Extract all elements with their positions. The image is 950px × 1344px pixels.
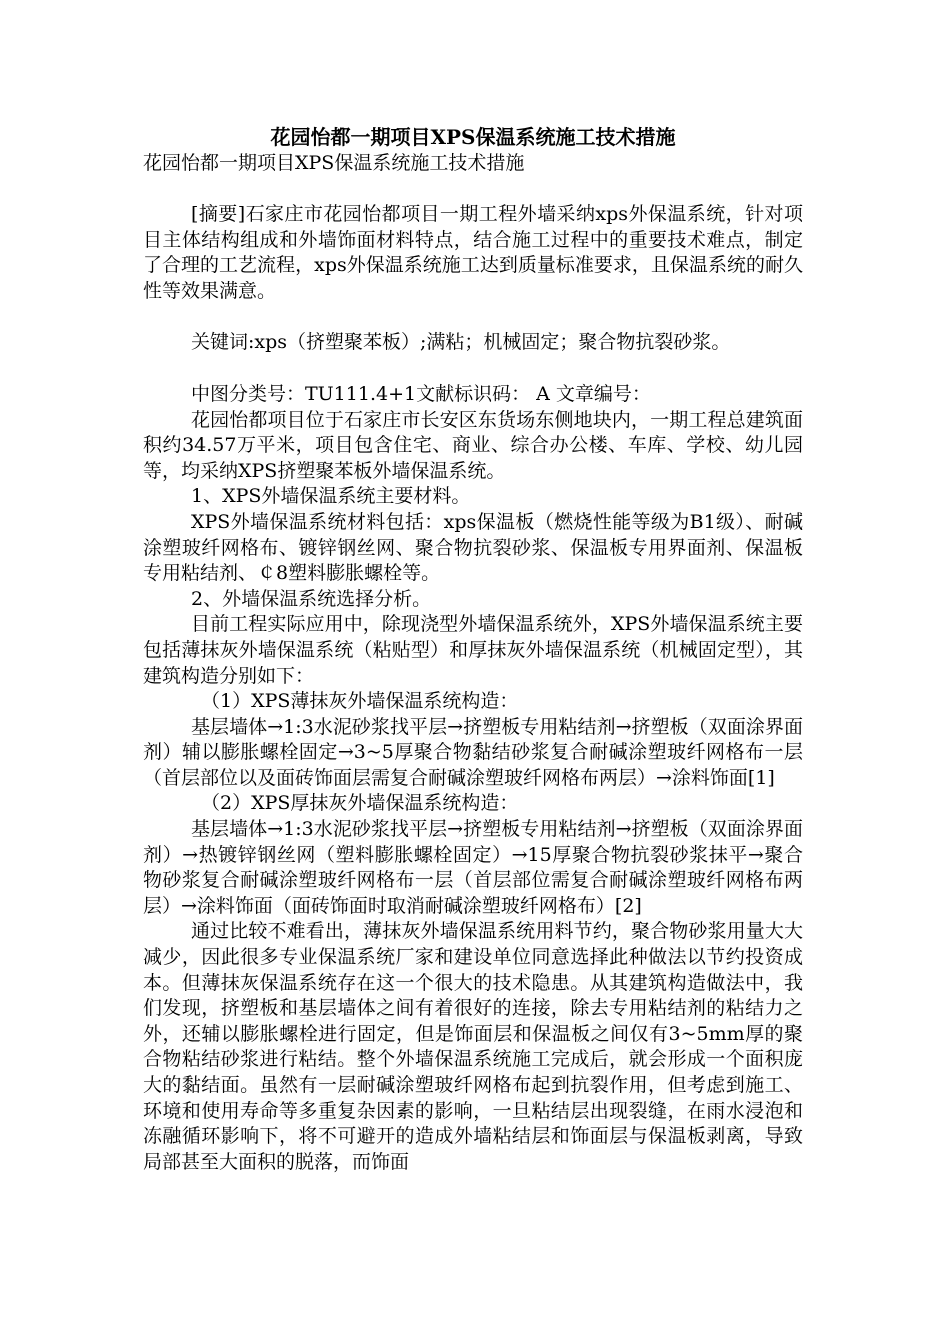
abstract-paragraph: [摘要]石家庄市花园怡都项目一期工程外墙采纳xps外保温系统，针对项目主体结构组成和外墙饰面材料特点，结合施工过程中的重要技术难点，制定了合理的工艺流程，xps外保温系统施工达到质量标准要求，且保温系统的耐久性等效果满意。 bbox=[143, 203, 803, 302]
spacer bbox=[143, 356, 823, 382]
subsection-1-heading: （1）XPS薄抹灰外墙保温系统构造： bbox=[201, 690, 519, 713]
analysis-paragraph: 通过比较不难看出，薄抹灰外墙保温系统用料节约，聚合物砂浆用量大大减少，因此很多专业保温系统厂家和建设单位同意选择此种做法以节约投资成本。但薄抹灰保温系统存在这一个很大的技术隐患。从其建筑构造做法中，我们发现，挤塑板和基层墙体之间有着很好的连接，除去专用粘结剂的粘结力之外，还辅以膨胀螺栓进行固定，但是饰面层和保温板之间仅有3~5mm厚的聚合物粘结砂浆进行粘结。整个外墙保温系统施工完成后，就会形成一个面积庞大的黏结面。虽然有一层耐碱涂塑玻纤网格布起到抗裂作用，但考虑到施工、环境和使用寿命等多重复杂因素的影响，一旦粘结层出现裂缝，在雨水浸泡和冻融循环影响下，将不可避开的造成外墙粘结层和饰面层与保温板剥离，导致局部甚至大面积的脱落，而饰面 bbox=[143, 920, 803, 1173]
intro-paragraph: 花园怡都项目位于石家庄市长安区东货场东侧地块内，一期工程总建筑面积约34.57万平米，项目包含住宅、商业、综合办公楼、车库、学校、幼儿园等，均采纳XPS挤塑聚苯板外墙保温系统。 bbox=[143, 408, 803, 482]
section-1-heading: 1、XPS外墙保温系统主要材料。 bbox=[191, 485, 471, 508]
subsection-2-heading: （2）XPS厚抹灰外墙保温系统构造： bbox=[201, 792, 519, 815]
spacer bbox=[143, 176, 823, 202]
document-subtitle: 花园怡都一期项目XPS保温系统施工技术措施 bbox=[143, 152, 525, 174]
section-1-paragraph: XPS外墙保温系统材料包括：xps保温板（燃烧性能等级为B1级）、耐碱涂塑玻纤网格布、镀锌钢丝网、聚合物抗裂砂浆、保温板专用界面剂、保温板专用粘结剂、￠8塑料膨胀螺栓等。 bbox=[143, 510, 803, 585]
document-content bbox=[143, 124, 823, 1175]
subsection-2-paragraph: 基层墙体→1:3水泥砂浆找平层→挤塑板专用粘结剂→挤塑板（双面涂界面剂）→热镀锌钢丝网（塑料膨胀螺栓固定）→15厚聚合物抗裂砂浆抹平→聚合物砂浆复合耐碱涂塑玻纤网格布一层（首层部位需复合耐碱涂塑玻纤网格布两层）→涂料饰面（面砖饰面时取消耐碱涂塑玻纤网格布）[2] bbox=[143, 818, 803, 917]
document-title: 花园怡都一期项目XPS保温系统施工技术措施 bbox=[270, 125, 676, 149]
spacer bbox=[143, 304, 823, 330]
subsection-1-paragraph: 基层墙体→1:3水泥砂浆找平层→挤塑板专用粘结剂→挤塑板（双面涂界面剂）辅以膨胀螺栓固定→3~5厚聚合物黏结砂浆复合耐碱涂塑玻纤网格布一层（首层部位以及面砖饰面层需复合耐碱涂塑玻纤网格布两层）→涂料饰面[1] bbox=[143, 715, 803, 789]
section-2-paragraph: 目前工程实际应用中，除现浇型外墙保温系统外，XPS外墙保温系统主要包括薄抹灰外墙保温系统（粘贴型）和厚抹灰外墙保温系统（机械固定型），其建筑构造分别如下： bbox=[143, 613, 803, 687]
section-2-heading: 2、外墙保温系统选择分析。 bbox=[191, 587, 432, 610]
keywords-line: 关键词:xps（挤塑聚苯板）;满粘；机械固定；聚合物抗裂砂浆。 bbox=[191, 331, 731, 354]
classification-line: 中图分类号：TU111.4+1文献标识码： A 文章编号： bbox=[191, 382, 651, 405]
